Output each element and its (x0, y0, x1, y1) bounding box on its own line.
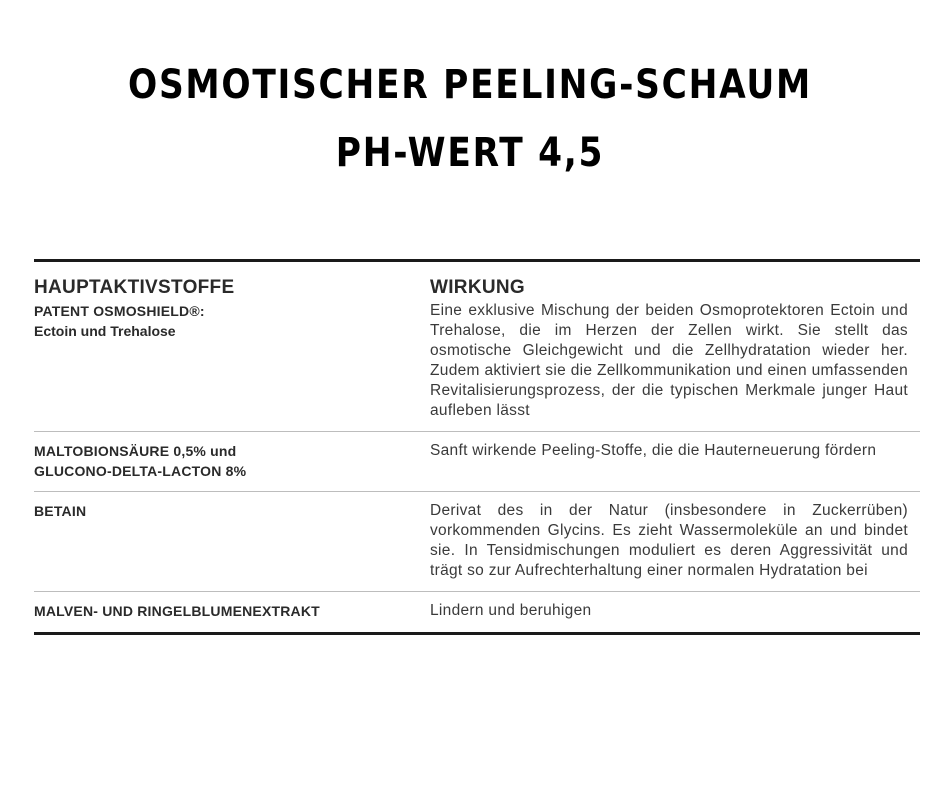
table-row (34, 492, 920, 592)
table-row (34, 592, 920, 632)
title-block (0, 58, 940, 180)
effect-text: Derivat des in der Natur (insbesondere in Zuckerrüben) vorkommenden Glycins. Es zieht Wassermoleküle an und bindet sie. In Tensidmischungen moduliert es deren Aggressivität und trägt so zur Aufrechterhaltung einer normalen Hydratation bei (430, 502, 908, 579)
ingredient-cell (34, 441, 430, 481)
table-row (34, 432, 920, 492)
table-row (34, 299, 920, 432)
ingredients-table (34, 259, 920, 635)
header-effect: WIRKUNG (430, 277, 525, 298)
effect-text: Eine exklusive Mischung der beiden Osmoprotektoren Ectoin und Trehalose, die im Herzen der Zellen wirkt. Sie stellt das osmotische Gleichgewicht und die Zellhydratation wieder her. Zudem aktiviert sie die Zellkommunikation und einen umfassenden Revitalisierungsprozess, der die typischen Merkmale junger Haut aufleben lässt (430, 302, 908, 419)
effect-text: Lindern und beruhigen (430, 602, 592, 619)
ingredient-cell (34, 501, 430, 581)
ingredient-name-line2: GLUCONO-DELTA-LACTON 8% (34, 463, 247, 479)
product-title: OSMOTISCHER PEELING-SCHAUM (127, 62, 813, 108)
ingredient-subname: Ectoin und Trehalose (34, 323, 176, 339)
table-header-row (34, 262, 920, 299)
ingredient-name: PATENT OSMOSHIELD®: (34, 303, 205, 319)
effect-text: Sanft wirkende Peeling-Stoffe, die die Hauterneuerung fördern (430, 442, 877, 459)
header-active-ingredients: HAUPTAKTIVSTOFFE (34, 277, 235, 298)
ingredient-cell (34, 601, 430, 621)
ingredient-name: BETAIN (34, 503, 87, 519)
ingredient-name: MALVEN- UND RINGELBLUMENEXTRAKT (34, 603, 320, 619)
ph-value-title: PH-WERT 4,5 (335, 130, 605, 176)
ingredient-name: MALTOBIONSÄURE 0,5% und (34, 443, 237, 459)
ingredient-cell (34, 301, 430, 421)
